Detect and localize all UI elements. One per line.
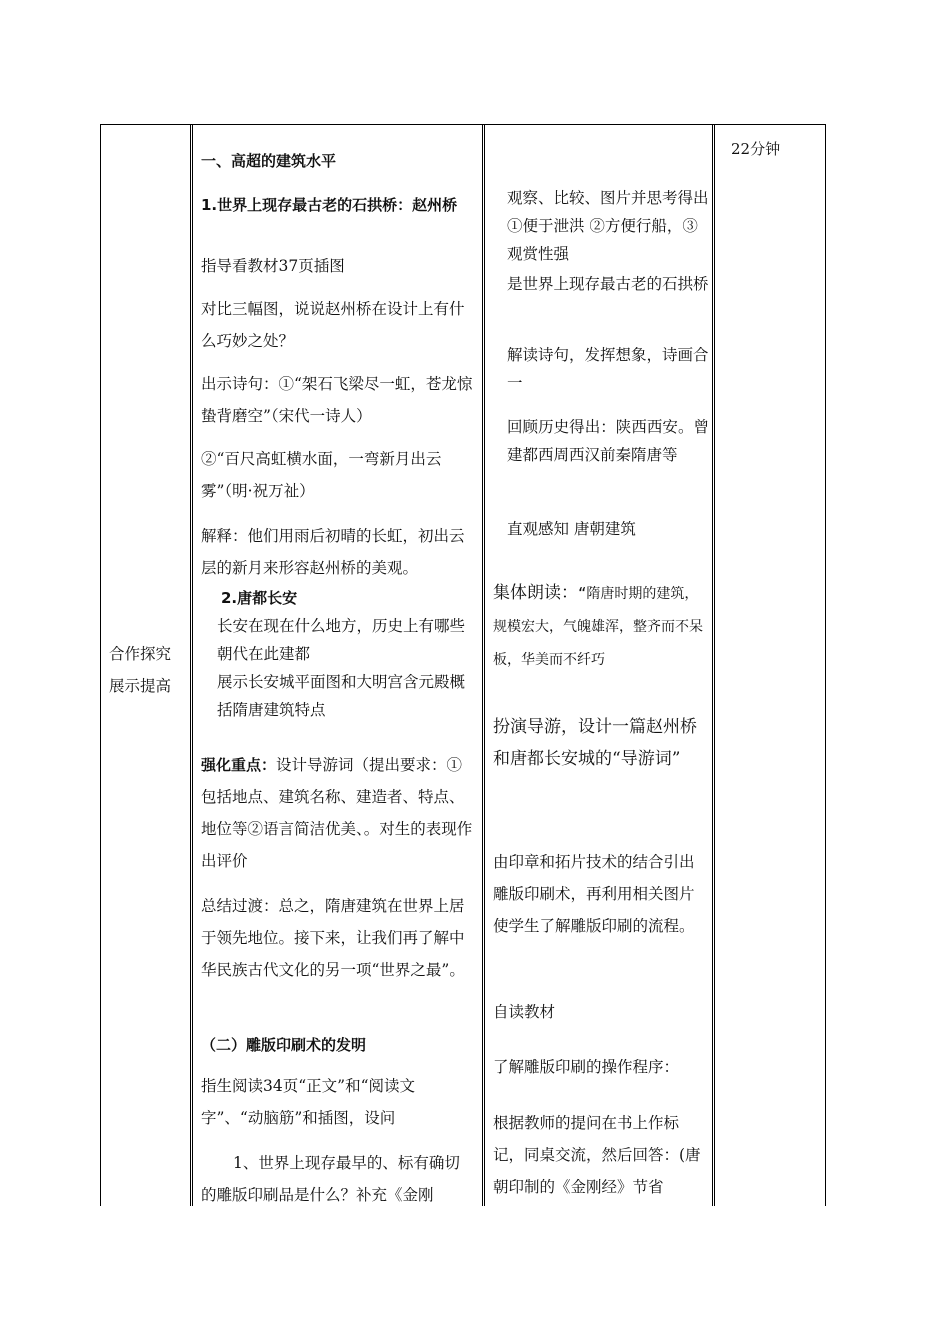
key-point-label: 强化重点： <box>201 756 277 774</box>
student-group-reading <box>493 577 709 676</box>
column-divider <box>712 125 715 1206</box>
column-divider <box>482 125 485 1206</box>
lesson-table <box>100 124 826 1206</box>
poem-song-dynasty: 出示诗句：①“架石飞梁尽一虹，苍龙惊蛰背磨空”（宋代一诗人） <box>201 375 473 425</box>
student-activities-cell <box>493 125 709 1206</box>
summary-transition: 总结过渡：总之，隋唐建筑在世界上居于领先地位。接下来，让我们再了解中华民族古代文化的另一项“世界之最”。 <box>201 897 465 979</box>
instruction-textbook-figure: 指导看教材37页插图 <box>201 257 345 275</box>
student-answer-instruction: 根据教师的提问在书上作标记，同桌交流，然后回答：(唐朝印制的《金刚经》节省 <box>493 1114 701 1196</box>
subheading-changan: 2.唐都长安 <box>221 589 298 607</box>
instruction-reading: 指生阅读34页“正文”和“阅读文字”、“动脑筋”和插图，设问 <box>201 1077 415 1127</box>
student-observation: 观察、比较、图片并思考得出①便于泄洪 ②方便行船，③观赏性强 <box>507 189 709 263</box>
key-point-guide-text <box>201 749 473 877</box>
key-point-text: 设计导游词（提出要求：①包括地点、建筑名称、建造者、特点、地位等②语言简洁优美、。对生的表现作出评价 <box>201 756 473 870</box>
column-divider <box>190 125 193 1206</box>
teacher-activities-cell <box>201 125 473 1206</box>
section-heading-printing: （二）雕版印刷术的发明 <box>201 1036 367 1054</box>
section-heading-architecture: 一、高超的建筑水平 <box>201 152 337 170</box>
time-cell <box>721 125 825 1206</box>
instruction-changan-map: 展示长安城平面图和大明宫含元殿概括隋唐建筑特点 <box>217 673 466 719</box>
subheading-zhaozhou-bridge: 1.世界上现存最古老的石拱桥：赵州桥 <box>201 196 458 214</box>
group-reading-label: 集体朗读： <box>493 583 578 603</box>
poem-ming-dynasty: ②“百尺高虹横水面，一弯新月出云雾”（明·祝万祉） <box>201 450 442 500</box>
group-reading-text: “隋唐时期的建筑，规模宏大，气魄雄浑，整齐而不呆板，华美而不纤巧 <box>493 586 703 668</box>
student-poem-reading: 解读诗句，发挥想象，诗画合一 <box>507 346 709 392</box>
student-self-reading: 自读教材 <box>493 1003 556 1021</box>
stage-cell <box>101 125 190 1206</box>
student-conclusion-bridge: 是世界上现存最古老的石拱桥 <box>507 275 709 293</box>
question-changan: 长安在现在什么地方，历史上有哪些朝代在此建都 <box>217 617 466 663</box>
explanation-text: 解释：他们用雨后初晴的长虹，初出云层的新月来形容赵州桥的美观。 <box>201 527 465 577</box>
question-earliest-print: 1、世界上现存最早的、标有确切的雕版印刷品是什么？补充《金刚 <box>201 1154 460 1204</box>
stage-label: 合作探究展示提高 <box>109 645 172 695</box>
student-printing-intro: 由印章和拓片技术的结合引出雕版印刷术，再利用相关图片使学生了解雕版印刷的流程。 <box>493 853 695 935</box>
time-allocation: 22分钟 <box>731 140 781 158</box>
student-printing-steps: 了解雕版印刷的操作程序： <box>493 1058 680 1076</box>
student-history-review: 回顾历史得出：陕西西安。曾建都西周西汉前秦隋唐等 <box>507 418 709 464</box>
question-bridge-design: 对比三幅图，说说赵州桥在设计上有什么巧妙之处？ <box>201 300 465 350</box>
student-tour-guide-task: 扮演导游，设计一篇赵州桥和唐都长安城的“导游词” <box>493 717 697 769</box>
student-visual-perception: 直观感知 唐朝建筑 <box>507 520 636 538</box>
